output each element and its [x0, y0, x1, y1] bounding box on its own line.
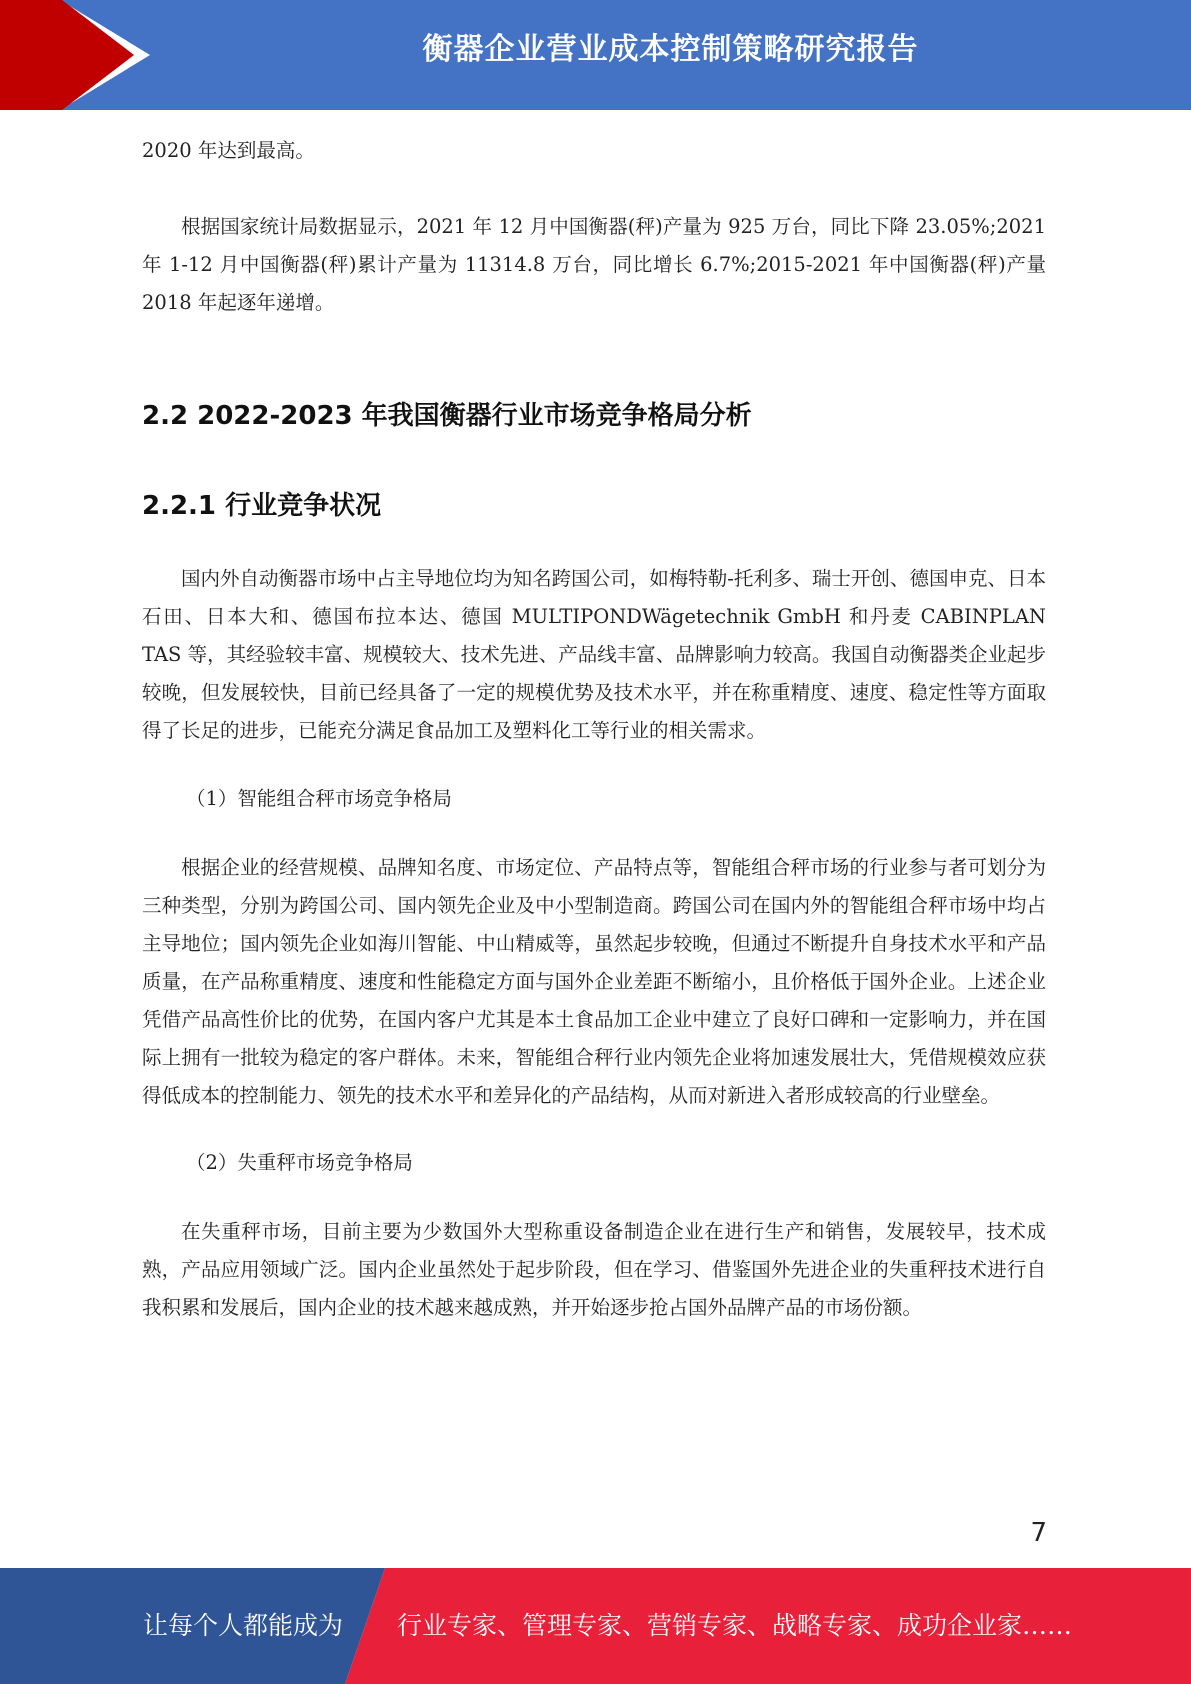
footer-slogan-right: 行业专家、管理专家、营销专家、战略专家、成功企业家…… — [397, 1611, 1073, 1640]
header-title: 衡器企业营业成本控制策略研究报告 — [422, 32, 919, 67]
subsection-heading: 2.2.1 行业竞争状况 — [142, 491, 382, 521]
page-number: 7 — [1030, 1518, 1047, 1548]
paragraph-competition: 国内外自动衡器市场中占主导地位均为知名跨国公司，如梅特勒-托利多、瑞士开创、德国申克、日本石田、日本大和、德国布拉本达、德国 MULTIPONDWägetechnik GmbH 和丹麦 CABINPLAN TAS 等，其经验较丰富、规模较大、技术先进、产品线丰富、品牌影响力较高。我国自动衡器类企业起步较晚，但发展较快，目前已经具备了一定的规模优势及技术水平，并在称重精度、速度、稳定性等方面取得了长足的进步，已能充分满足食品加工及塑料化工等行业的相关需求。 — [142, 567, 1046, 742]
paragraph-combination-scale: 根据企业的经营规模、品牌知名度、市场定位、产品特点等，智能组合秤市场的行业参与者可划分为三种类型，分别为跨国公司、国内领先企业及中小型制造商。跨国公司在国内外的智能组合秤市场中均占主导地位；国内领先企业如海川智能、中山精威等，虽然起步较晚，但通过不断提升自身技术水平和产品质量，在产品称重精度、速度和性能稳定方面与国外企业差距不断缩小，且价格低于国外企业。上述企业凭借产品高性价比的优势，在国内客户尤其是本土食品加工企业中建立了良好口碑和一定影响力，并在国际上拥有一批较为稳定的客户群体。未来，智能组合秤行业内领先企业将加速发展壮大，凭借规模效应获得低成本的控制能力、领先的技术水平和差异化的产品结构，从而对新进入者形成较高的行业壁垒。 — [142, 856, 1046, 1107]
paragraph-loss-in-weight: 在失重秤市场，目前主要为少数国外大型称重设备制造企业在进行生产和销售，发展较早，技术成熟，产品应用领域广泛。国内企业虽然处于起步阶段，但在学习、借鉴国外先进企业的失重秤技术进行自我积累和发展后，国内企业的技术越来越成熟，并开始逐步抢占国外品牌产品的市场份额。 — [142, 1220, 1046, 1319]
paragraph-continuation: 2020 年达到最高。 — [142, 139, 315, 162]
page-footer — [0, 1568, 1191, 1684]
footer-slogan-left: 让每个人都能成为 — [143, 1611, 344, 1640]
paragraph-production-stats: 根据国家统计局数据显示，2021 年 12 月中国衡器(秤)产量为 925 万台，同比下降 23.05%;2021 年 1-12 月中国衡器(秤)累计产量为 11314.8 万台，同比增长 6.7%;2015-2021 年中国衡器(秤)产量 2018 年起逐年递增。 — [142, 215, 1046, 314]
subheading-loss-in-weight: （2）失重秤市场竞争格局 — [186, 1151, 413, 1174]
document-body — [142, 132, 1046, 1327]
section-heading: 2.2 2022-2023 年我国衡器行业市场竞争格局分析 — [142, 401, 752, 431]
subheading-combination-scale: （1）智能组合秤市场竞争格局 — [186, 787, 452, 810]
page-header — [0, 0, 1191, 110]
